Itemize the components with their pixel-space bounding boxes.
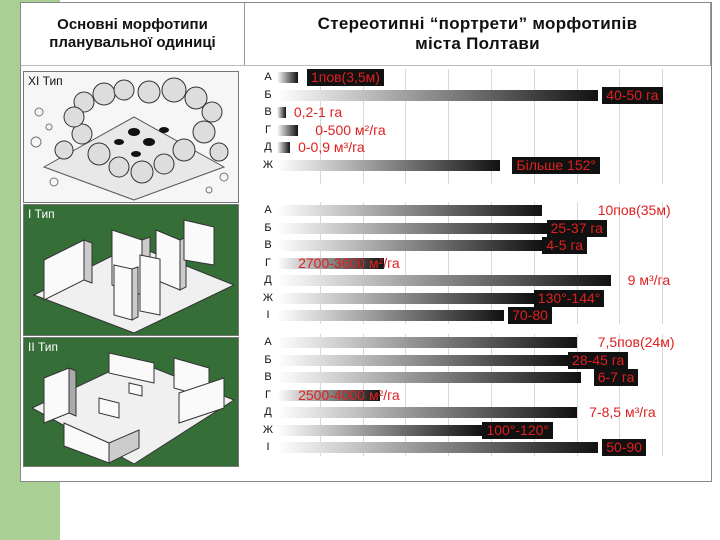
type-ii-illustration — [23, 337, 239, 467]
type-ii-portrait — [257, 334, 705, 456]
type-i-portrait — [257, 202, 705, 324]
parameter-value-label: 7,5пов(24м) — [597, 334, 675, 350]
value-gradient-bar — [277, 355, 568, 366]
parameter-row — [257, 202, 705, 219]
parameter-value-label: 130°-144° — [534, 290, 605, 307]
parameter-value-label: 25-37 га — [547, 220, 607, 237]
low-rise-trees-picture — [24, 72, 238, 202]
parameter-letter: А — [264, 71, 272, 83]
parameter-value-label: 100°-120° — [482, 422, 553, 439]
header-divider — [21, 65, 711, 66]
parameter-letter: Г — [265, 256, 271, 269]
right-header-line1: Стереотипні “портрети” морфотипів — [317, 14, 638, 33]
parameter-letter: І — [266, 309, 270, 321]
parameter-row — [257, 439, 705, 456]
parameter-letter: Б — [264, 353, 272, 366]
parameter-row — [257, 255, 705, 272]
right-header — [245, 3, 711, 65]
left-header — [21, 3, 245, 65]
parameter-value-label: 2700-3600 м²/га — [298, 254, 400, 271]
parameter-row — [257, 157, 705, 174]
parameter-row — [257, 422, 705, 439]
value-gradient-bar — [277, 205, 542, 216]
parameter-value-label: 1пов(3,5м) — [307, 69, 384, 86]
left-header-line2: планувальної одиниці — [49, 34, 216, 51]
parameter-letter: Г — [265, 123, 271, 136]
value-gradient-bar — [277, 275, 611, 286]
parameter-value-label: 40-50 га — [602, 87, 662, 104]
parameter-letter: Б — [264, 88, 272, 101]
parameter-letter: Г — [265, 388, 271, 401]
value-gradient-bar — [277, 223, 547, 234]
value-gradient-bar — [277, 160, 500, 171]
parameter-value-label: 0-500 м²/га — [315, 121, 386, 138]
parameter-row — [257, 334, 705, 351]
value-gradient-bar — [277, 425, 482, 436]
parameter-letter: Ж — [262, 291, 274, 304]
parameter-value-label: 9 м³/га — [627, 272, 671, 288]
parameter-letter: Д — [264, 406, 272, 418]
parameter-row — [257, 307, 705, 324]
parameter-value-label: 70-80 — [508, 307, 552, 324]
value-gradient-bar — [277, 72, 298, 83]
parameter-row — [257, 139, 705, 156]
parameter-letter: В — [264, 371, 272, 383]
parameter-row — [257, 369, 705, 386]
value-gradient-bar — [277, 337, 577, 348]
parameter-letter: Д — [264, 141, 272, 153]
type-i-label: І Тип — [28, 207, 55, 221]
type-xi-label: XI Тип — [28, 74, 63, 88]
parameter-value-label: 2500-4000 м²/га — [298, 386, 400, 403]
parameter-letter: Ж — [262, 158, 274, 171]
parameter-row — [257, 352, 705, 369]
mid-rise-perimeter-picture — [24, 338, 238, 466]
parameter-letter: Д — [264, 274, 272, 286]
parameter-value-label: 6-7 га — [594, 369, 639, 386]
right-header-line2: міста Полтави — [415, 34, 540, 53]
parameter-letter: В — [264, 106, 272, 118]
type-i-illustration — [23, 204, 239, 336]
value-gradient-bar — [277, 240, 542, 251]
parameter-letter: В — [264, 239, 272, 251]
parameter-value-label: 0,2-1 га — [293, 104, 343, 120]
value-gradient-bar — [277, 372, 581, 383]
parameter-row — [257, 104, 705, 121]
parameter-value-label: 0-0,9 м³/га — [298, 139, 365, 155]
parameter-row — [257, 290, 705, 307]
parameter-letter: Ж — [262, 423, 274, 436]
parameter-letter: А — [264, 336, 272, 348]
value-gradient-bar — [277, 107, 286, 118]
parameter-row — [257, 69, 705, 86]
parameter-value-label: Більше 152° — [512, 157, 600, 174]
parameter-row — [257, 87, 705, 104]
parameter-letter: А — [264, 204, 272, 216]
value-gradient-bar — [277, 293, 534, 304]
high-rise-blocks-picture — [24, 205, 238, 335]
parameter-letter: Б — [264, 221, 272, 234]
parameter-row — [257, 237, 705, 254]
type-ii-label: ІІ Тип — [28, 340, 59, 354]
parameter-value-label: 28-45 га — [568, 352, 628, 369]
value-gradient-bar — [277, 310, 504, 321]
parameter-value-label: 50-90 — [602, 439, 646, 456]
value-gradient-bar — [277, 125, 298, 136]
slide-frame — [20, 2, 712, 482]
parameter-row — [257, 404, 705, 421]
parameter-row — [257, 220, 705, 237]
parameter-value-label: 4-5 га — [542, 237, 587, 254]
type-xi-portrait — [257, 69, 705, 184]
left-header-line1: Основні морфотипи — [57, 16, 208, 33]
value-gradient-bar — [277, 90, 598, 101]
parameter-row — [257, 272, 705, 289]
type-xi-illustration — [23, 71, 239, 203]
parameter-value-label: 10пов(35м) — [597, 202, 671, 218]
parameter-letter: І — [266, 441, 270, 453]
parameter-row — [257, 122, 705, 139]
value-gradient-bar — [277, 142, 290, 153]
value-gradient-bar — [277, 407, 577, 418]
parameter-value-label: 7-8,5 м³/га — [589, 404, 656, 420]
value-gradient-bar — [277, 442, 598, 453]
parameter-row — [257, 387, 705, 404]
